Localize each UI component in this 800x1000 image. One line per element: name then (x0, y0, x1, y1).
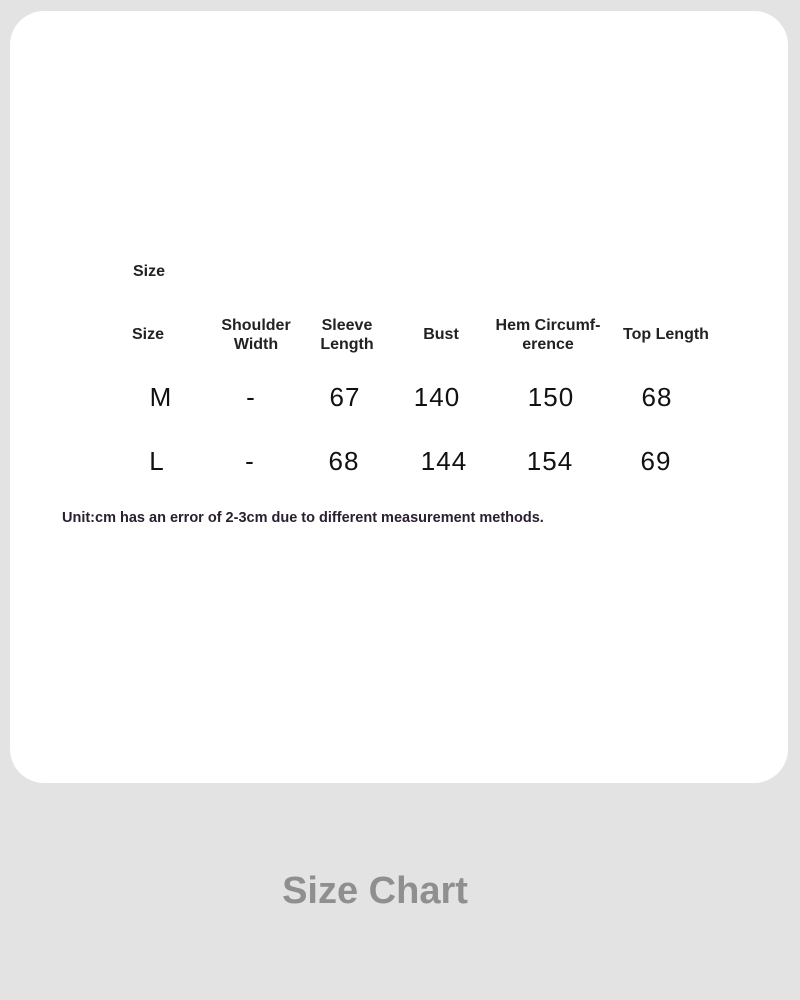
size-chart-title: Size Chart (282, 870, 468, 912)
header-hem-circumference-line2: erence (522, 336, 574, 353)
cell-m-hem-circumference: 150 (527, 382, 575, 412)
header-bust (423, 325, 459, 344)
cell-l-top-length: 69 (640, 446, 672, 476)
header-shoulder-width-line1: Shoulder (221, 317, 291, 334)
cell-l-bust: 144 (420, 446, 468, 476)
cell-m-sleeve-length: 67 (329, 382, 361, 412)
header-shoulder-width-line2: Width (233, 336, 279, 353)
cell-l-shoulder-width: - (245, 446, 255, 476)
cell-m-shoulder-width: - (246, 382, 256, 412)
cell-l-hem-circumference: 154 (526, 446, 574, 476)
header-size (132, 325, 164, 344)
header-hem-circumference (496, 316, 601, 354)
size-chart-heading: Size (133, 263, 166, 280)
measurement-note: Unit:cm has an error of 2-3cm due to different measurement methods. (62, 510, 544, 526)
header-sleeve-length-line1: Sleeve (321, 317, 373, 334)
header-sleeve-length-line2: Length (320, 336, 374, 353)
header-hem-circumference-line1: Hem Circumf- (495, 317, 601, 334)
header-shoulder-width (221, 316, 290, 354)
header-bust-line1: Bust (423, 326, 459, 343)
cell-m-bust: 140 (413, 382, 461, 412)
cell-m-size: M (149, 382, 173, 412)
header-sleeve-length (320, 316, 373, 354)
header-top-length (623, 325, 709, 344)
header-top-length-line1: Top Length (623, 326, 709, 343)
header-size-line1: Size (131, 326, 165, 343)
cell-l-sleeve-length: 68 (328, 446, 360, 476)
cell-m-top-length: 68 (641, 382, 673, 412)
cell-l-size: L (149, 446, 165, 476)
